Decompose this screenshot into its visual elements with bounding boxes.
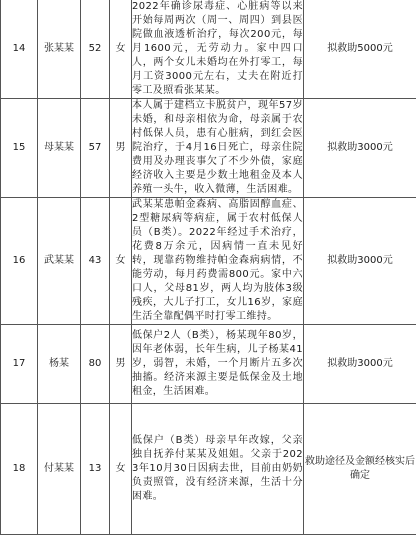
table-row [1,198,416,325]
row-number: 15 [1,99,38,198]
person-age: 52 [81,0,110,99]
person-age: 57 [81,99,110,198]
person-sex: 男 [110,325,132,404]
person-sex: 女 [110,198,132,325]
row-number: 14 [1,0,38,99]
table-row [1,404,416,535]
situation-description: 低保户（B类）母亲早年改嫁，父亲独自抚养付某某及姐姐。父亲于2023年10月30日因病去世，目前由奶奶负责照管，没有经济来源，生活十分困难。 [132,404,304,535]
assistance-plan: 救助途径及金额经核实后确定 [304,404,416,535]
person-age: 13 [81,404,110,535]
row-number: 17 [1,325,38,404]
person-sex: 男 [110,99,132,198]
person-name: 母某某 [38,99,81,198]
assistance-plan: 拟救助3000元 [304,99,416,198]
table-row [1,0,416,99]
person-name: 付某某 [38,404,81,535]
person-sex: 女 [110,0,132,99]
table-row [1,99,416,198]
person-age: 43 [81,198,110,325]
situation-description: 武某某患帕金森病、高脂固醇血症、2型糖尿病等病症，属于农村低保人员（B类）。2022年经过手术治疗，花费8万余元，因病情一直未见好转，现靠药物维持帕金森病病情，不能劳动，每月药费需800元。家中六口人，父母81岁，两人均为肢体3级残疾，大儿子打工，女儿16岁，家庭生活全靠配偶平时打零工维持。 [132,198,304,325]
situation-description: 低保户2人（B类），杨某现年80岁，因年老体弱，长年生病，儿子杨某41岁，弱智，未婚，一个月断片五多次抽搐。经济来源主要是低保金及土地租金，生活困难。 [132,325,304,404]
row-number: 16 [1,198,38,325]
assistance-plan: 拟救助5000元 [304,0,416,99]
assistance-plan: 拟救助3000元 [304,198,416,325]
person-name: 张某某 [38,0,81,99]
row-number: 18 [1,404,38,535]
situation-description: 本人属于建档立卡脱贫户，现年57岁未婚，和母亲相依为命，母亲属于农村低保人员，患有心脏病，到红会医院治疗，于4月16日死亡，母亲住院费用及办理丧事欠了不少外债，家庭经济收入主要是少数土地租金及本人养殖一头牛，收入微薄，生活困难。 [132,99,304,198]
person-age: 80 [81,325,110,404]
person-name: 武某某 [38,198,81,325]
assistance-plan: 拟救助3000元 [304,325,416,404]
table-row [1,325,416,404]
person-sex: 女 [110,404,132,535]
person-name: 杨某 [38,325,81,404]
situation-description: 2022年确诊尿毒症、心脏病等以来开始每周两次（周一、周四）到县医院做血液透析治疗，每次200元，每月1600元，无劳动力。家中四口人，两个女儿未婚均在外打零工，每月工资3000元左右，丈夫在附近打零工及照看张某某。 [132,0,304,99]
